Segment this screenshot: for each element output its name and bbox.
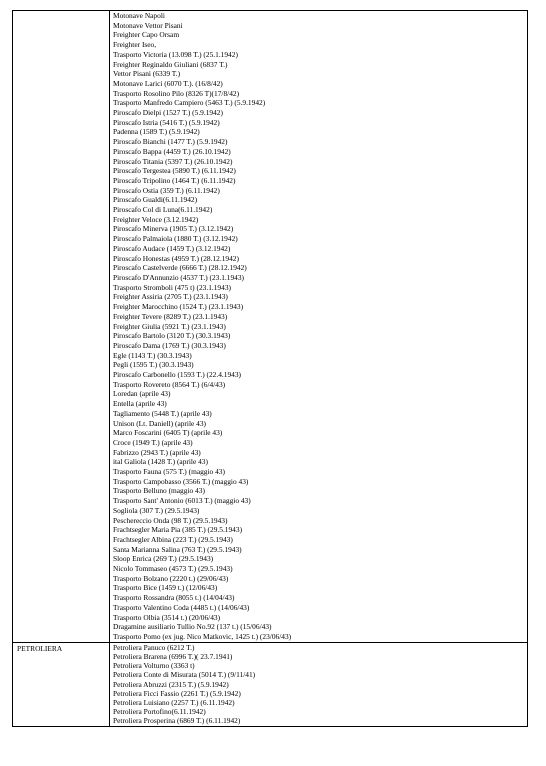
list-item: Freighter Capo Orsam (113, 30, 180, 40)
list-item: Frachtsegler Maria Pia (385 T.) (29.5.1943) (113, 525, 243, 535)
list-item: Trasporto Bolzano (2220 t.) (29/06/43) (113, 573, 229, 583)
list-item: Freighter Giulia (5921 T.) (23.1.1943) (113, 321, 226, 331)
ship-list (110, 11, 527, 642)
table-row-cargo (13, 11, 528, 643)
list-item: Trasporto Stromboli (475 t) (23.1.1943) (113, 282, 231, 292)
list-item: Piroscafo Titania (5397 T.) (26.10.1942) (113, 156, 233, 166)
list-item: Piroscafo Bianchi (1477 T.) (5.9.1942) (113, 137, 228, 147)
list-item: Trasporto Valentino Coda (4485 t.) (14/06/43) (113, 602, 250, 612)
list-item: Petroliera Panuco (6212 T.) (113, 642, 195, 652)
list-item: Piroscafo Col di Luna(6.11.1942) (113, 205, 213, 215)
list-item: Petroliera Ficci Fassio (2261 T.) (5.9.1942) (113, 688, 241, 698)
list-item: Dragamine ausiliario Tullio No.92 (137 t.) (15/06/43) (113, 622, 272, 632)
list-item: Trasporto Sant' Antonio (6013 T.) (maggio 43) (113, 496, 251, 506)
table-row-tanker (13, 642, 528, 726)
ships-cell (110, 642, 528, 726)
list-item: Croce (1949 T.) (aprile 43) (113, 437, 193, 447)
list-item: Trasporto Campobasso (3566 T.) (maggio 43) (113, 476, 249, 486)
list-item: Sloop Enrica (269 T.) (29.5.1943) (113, 554, 214, 564)
list-item: Motonave Larici (6070 T.). (16/8/42) (113, 78, 223, 88)
ship-losses-table (12, 10, 528, 727)
list-item: Frachtsegler Albina (223 T.) (29.5.1943) (113, 534, 233, 544)
list-item: Piroscafo Gualdi(6.11.1942) (113, 195, 198, 205)
list-item: Nicolo Tommaseo (4573 T.) (29.5.1943) (113, 564, 233, 574)
list-item: Motonave Vettor Pisani (113, 20, 183, 30)
list-item: Piroscafo Bappa (4459 T.) (26.10.1942) (113, 146, 231, 156)
list-item: Petroliera Brarena (6996 T.)( 23.7.1941) (113, 651, 233, 661)
list-item: Piroscafo Carbonello (1593 T.) (22.4.1943) (113, 370, 242, 380)
list-item: ital Galiola (1428 T.) (aprile 43) (113, 457, 208, 467)
list-item: Piroscafo Castelverde (6666 T.) (28.12.1942) (113, 263, 247, 273)
list-item: Trasporto Victoria (13.098 T.) (25.1.1942) (113, 49, 238, 59)
list-item: Trasporto Manfredo Campiero (5463 T.) (5.9.1942) (113, 98, 266, 108)
list-item: Trasporto Rovereto (8564 T.) (6/4/43) (113, 379, 226, 389)
list-item: Freighter Iseo, (113, 40, 157, 50)
list-item: Piroscafo Audace (1459 T.) (3.12.1942) (113, 243, 231, 253)
list-item: Freighter Assiria (2705 T.) (23.1.1943) (113, 292, 228, 302)
list-item: Sogliola (307 T.) (29.5.1943) (113, 505, 200, 515)
list-item: Piroscafo D'Annunzio (4537 T.) (23.1.1943) (113, 272, 244, 282)
list-item: Egle (1143 T.) (30.3.1943) (113, 350, 192, 360)
list-item: Trasporto Pomo (ex jug. Nico Matkovic, 1425 t.) (23/06/43) (113, 632, 292, 641)
category-label (13, 11, 109, 12)
list-item: Marco Foscarini (6405 T) (aprile 43) (113, 428, 223, 438)
list-item: Piroscafo Honestas (4959 T.) (28.12.1942) (113, 253, 239, 263)
list-item: Trasporto Olbia (3514 t.) (20/06/43) (113, 612, 221, 622)
list-item: Trasporto Fauna (575 T.) (maggio 43) (113, 467, 225, 477)
list-item: Petroliera Abruzzi (2315 T.) (5.9.1942) (113, 679, 229, 689)
list-item: Freighter Veloce (3.12.1942) (113, 214, 199, 224)
list-item: Trasporto Rossandra (8055 t.) (14/04/43) (113, 593, 235, 603)
category-label: PETROLIERA (17, 643, 63, 653)
ship-list (110, 643, 527, 726)
list-item: Freighter Reginaldo Giuliani (6837 T.) (113, 59, 228, 69)
list-item: Freighter Marocchino (1524 T.) (23.1.1943) (113, 302, 244, 312)
category-cell (13, 11, 110, 643)
list-item: Trasporto Belluno (maggio 43) (113, 486, 205, 496)
ships-cell (110, 11, 528, 643)
list-item: Piroscafo Ostia (359 T.) (6.11.1942) (113, 185, 220, 195)
list-item: Trasporto Bice (1459 t.) (12/06/43) (113, 583, 218, 593)
list-item: Piroscafo Minerva (1905 T.) (3.12.1942) (113, 224, 234, 234)
list-item: Piroscafo Dama (1769 T.) (30.3.1943) (113, 340, 226, 350)
list-item: Vettor Pisani (6339 T.) (113, 69, 181, 79)
list-item: Entella (aprile 43) (113, 399, 167, 409)
list-item: Tagliamento (5448 T.) (aprile 43) (113, 408, 212, 418)
list-item: Petroliera Volturno (3363 t) (113, 661, 195, 671)
list-item: Peschereccio Onda (98 T.) (29.5.1943) (113, 515, 228, 525)
list-item: Freighter Tevere (8289 T.) (23.1.1943) (113, 311, 228, 321)
list-item: Fabrizzo (2943 T.) (aprile 43) (113, 447, 201, 457)
list-item: Petroliera Luisiano (2257 T.) (6.11.1942) (113, 697, 235, 707)
list-item: Piroscafo Tripolino (1464 T.) (6.11.1942) (113, 175, 236, 185)
category-cell (13, 642, 110, 726)
list-item: Pegli (1595 T.) (30.3.1943) (113, 360, 194, 370)
list-item: Piroscafo Istria (5416 T.) (5.9.1942) (113, 117, 220, 127)
list-item: Piroscafo Tergestea (5890 T.) (6.11.1942) (113, 166, 236, 176)
list-item: Piroscafo Bartolo (3120 T.) (30.3.1943) (113, 331, 231, 341)
list-item: Piroscafo Palmaiola (1880 T.) (3.12.1942) (113, 234, 238, 244)
list-item: Motonave Napoli (113, 11, 165, 20)
list-item: Petroliera Portofino(6.11.1942) (113, 707, 206, 717)
list-item: Petroliera Conte di Misurata (5014 T.) (9/11/41) (113, 670, 256, 680)
list-item: Trasporto Rosolino Pilo (8326 T)(17/8/42) (113, 88, 240, 98)
list-item: Loredan (aprile 43) (113, 389, 171, 399)
list-item: Padenna (1589 T.) (5.9.1942) (113, 127, 200, 137)
list-item: Petroliera Prosperina (6869 T.) (6.11.1942) (113, 716, 241, 726)
list-item: Piroscafo Dielpi (1527 T.) (5.9.1942) (113, 108, 223, 118)
list-item: Unison (Lt. Daniell) (aprile 43) (113, 418, 206, 428)
list-item: Santa Marianna Salina (763 T.) (29.5.1943) (113, 544, 242, 554)
